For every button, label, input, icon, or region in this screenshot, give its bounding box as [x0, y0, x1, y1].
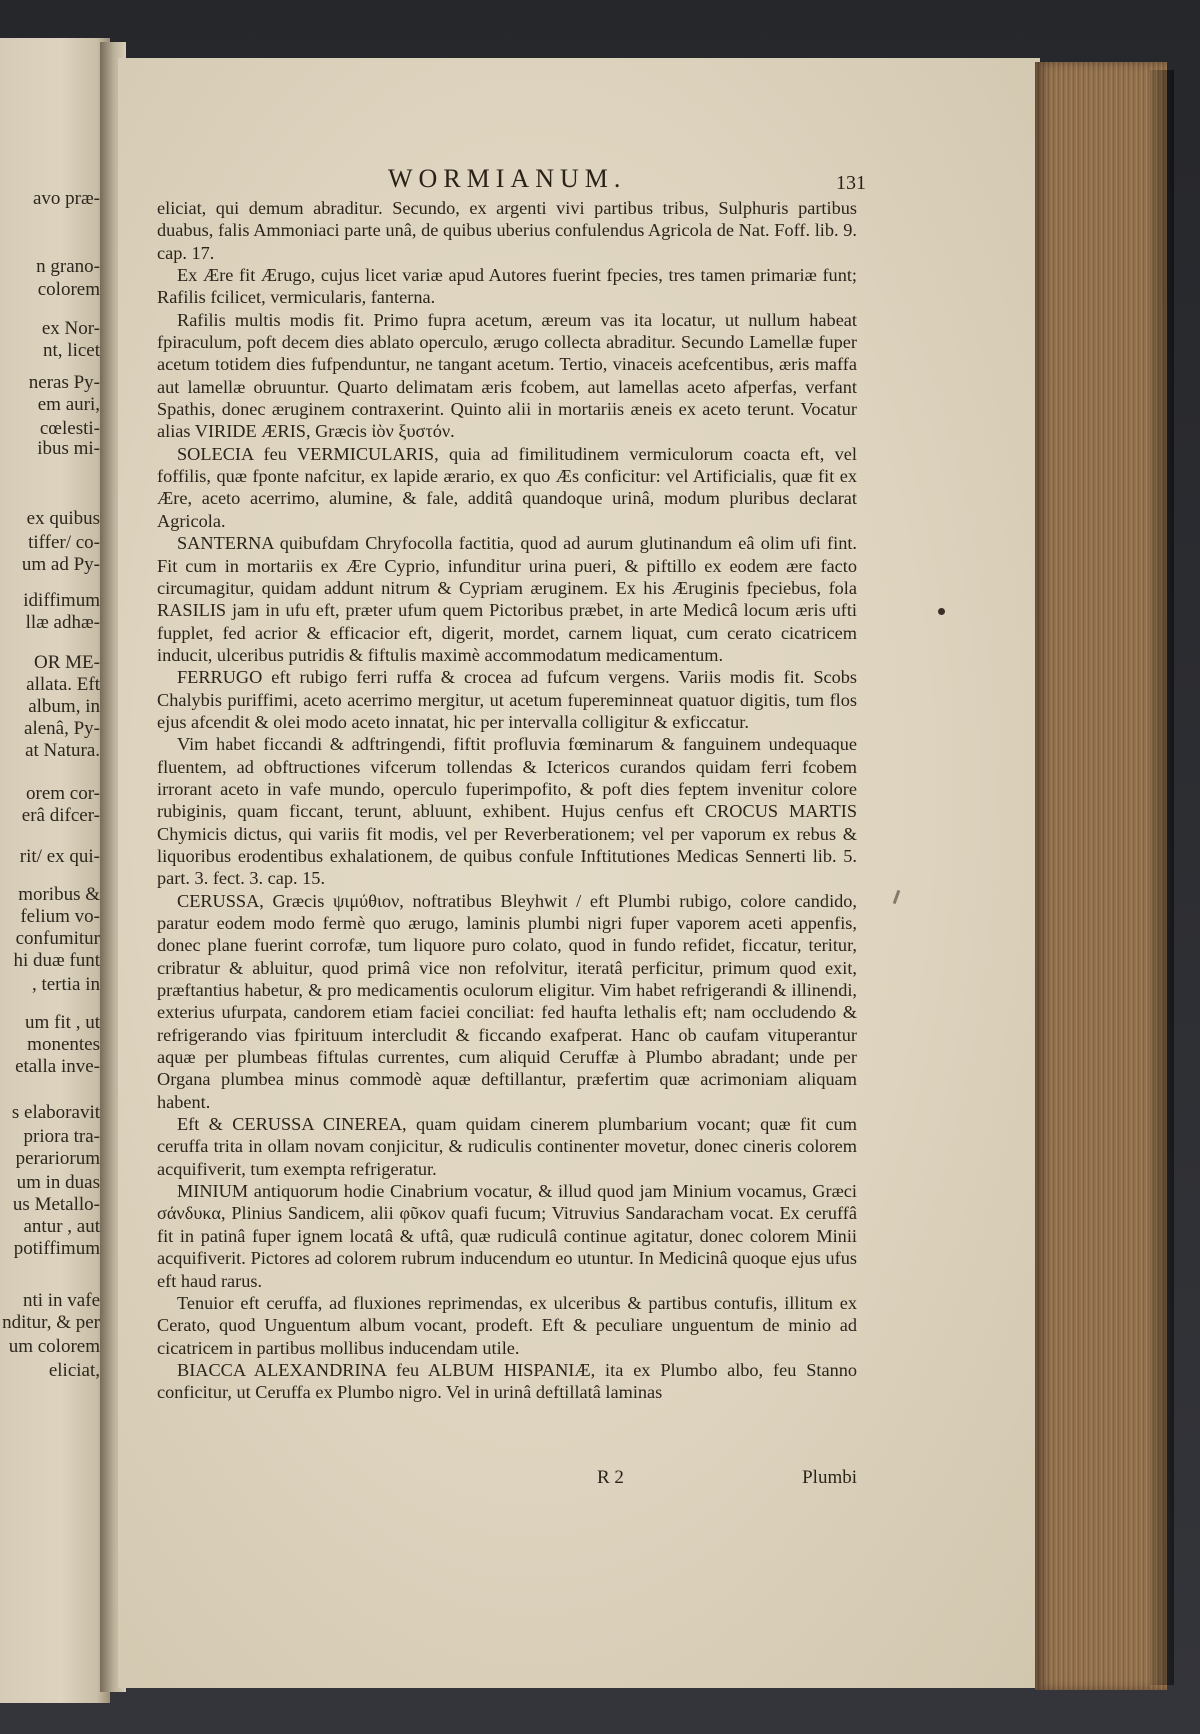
left-page-line: nti in vafe: [22, 1290, 100, 1311]
left-page-line: confumitur: [15, 928, 100, 949]
signature-mark: R 2: [597, 1467, 624, 1488]
paragraph: SANTERNA quibufdam Chryfocolla factitia, quod ad aurum glutinandum eâ olim ufi fint. Fit cum in mortariis ex Ære Cyprio, infunditur urina pueri, & piftillo ex eodem ære facto circumagitur, quidam addunt nitrum & Cypriam æruginem. Ex his Æruginis fpeciebus, fola RASILIS jam in ufu eft, præter ufum quem Pictoribus præbet, in arte Medicâ locum æris ufti fupplet, fed acrior & efficacior eft, digerit, mordet, carnem liquat, cum cerato cicatricem inducit, ulceribus putridis & fiftulis maximè accommodatum medicamentum.: [157, 533, 857, 665]
left-page-line: s elaboravit: [11, 1102, 100, 1123]
left-page-line: avo præ-: [32, 188, 100, 209]
left-page-line: tiffer/ co-: [28, 532, 100, 553]
paragraph: eliciat, qui demum abraditur. Secundo, ex argenti vivi partibus tribus, Sulphuris partibus duabus, falis Ammoniaci parte unâ, de quibus uberius confulendus Agricola de Nat. Foff. lib. 9. cap. 17.: [157, 198, 857, 263]
paragraph: BIACCA ALEXANDRINA feu ALBUM HISPANIÆ, ita ex Plumbo albo, feu Stanno conficitur, ut Ceruffa ex Plumbo nigro. Vel in urinâ deftillatâ laminas: [157, 1359, 857, 1403]
left-page-line: monentes: [27, 1034, 100, 1055]
left-page-line: orem cor-: [26, 783, 100, 804]
left-page-line: um in duas: [16, 1172, 100, 1193]
left-page-line: um fit , ut: [25, 1012, 100, 1033]
left-page-line: nditur, & per: [2, 1312, 100, 1333]
left-page-line: moribus &: [18, 884, 100, 905]
catchword: Plumbi: [802, 1467, 857, 1488]
left-page-line: us Metallo-: [12, 1194, 100, 1215]
page-number: 131: [836, 172, 866, 194]
paragraph: Rafilis multis modis fit. Primo fupra acetum, æreum vas ita locatur, ut nullum habeat fpiraculum, poft decem dies ablato operculo, ærugo collecta abraditur. Secundo Lamellæ fuper acetum totidem dies fufpenduntur, ne tangant acetum. Tertio, vinaceis acefcentibus, æris maffa aut lamellæ obruuntur. Quarto delimatam æris fcobem, aut lamellas aceto afperfas, verfant Spathis, donec æruginem contraxerint. Quinto alii in mortariis æneis ex aceto terunt. Vocatur alias VIRIDE ÆRIS, Græcis ἰὸν ξυστόν.: [157, 309, 857, 442]
left-page-line: OR ME-: [34, 652, 100, 673]
left-page-line: idiffimum: [23, 590, 100, 611]
body-text: [157, 197, 857, 1404]
left-page-line: colorem: [37, 279, 100, 300]
left-page-line: ibus mi-: [37, 438, 100, 459]
left-page-line: perariorum: [15, 1148, 100, 1169]
page-footer: [157, 1467, 857, 1491]
left-page-line: priora tra-: [23, 1126, 100, 1147]
left-page-line: ex Nor-: [41, 318, 100, 339]
left-page-line: at Natura.: [25, 740, 100, 761]
left-page-line: eliciat,: [48, 1360, 100, 1381]
left-page-fragment: [0, 38, 110, 1703]
paragraph: FERRUGO eft rubigo ferri ruffa & crocea ad fufcum vergens. Variis modis fit. Scobs Chalybis puriffimi, aceto acerrimo mergitur, ut acetum fupereminneat quatuor digitis, tum flos ejus afcendit & olei modo aceto innatat, hic per intervalla colligitur & exficcatur.: [157, 667, 857, 732]
left-page-line: potiffimum: [13, 1238, 100, 1259]
left-page-line: etalla inve-: [15, 1056, 100, 1077]
paragraph: Tenuior eft ceruffa, ad fluxiones reprimendas, ex ulceribus & partibus contufis, illitum ex Cerato, quod Unguentum album vocant, prodeft. Eft & peculiare unguentum de minio ad cicatricem in partibus mollibus inducendam utile.: [157, 1292, 857, 1358]
paragraph: Ex Ære fit Ærugo, cujus licet variæ apud Autores fuerint fpecies, tres tamen primariæ funt; Rafilis fcilicet, vermicularis, fanterna.: [157, 265, 857, 308]
left-page-line: ex quibus: [26, 508, 100, 529]
left-page-line: antur , aut: [23, 1216, 100, 1237]
left-page-line: erâ difcer-: [21, 805, 100, 826]
left-page-line: llæ adhæ-: [25, 612, 100, 633]
page-fore-edge-shadow: [1150, 70, 1174, 1685]
left-page-line: n grano-: [36, 256, 100, 277]
left-page-line: nt, licet: [43, 340, 100, 361]
ink-spot: [938, 608, 945, 615]
left-page-line: em auri,: [37, 394, 100, 415]
left-page-line: neras Py-: [28, 372, 100, 393]
left-page-line: um ad Py-: [21, 554, 100, 575]
running-header: WORMIANUM.: [388, 164, 627, 193]
left-page-line: , tertia in: [31, 974, 100, 995]
left-page-line: um colorem: [8, 1336, 100, 1357]
left-page-line: album, in: [28, 696, 100, 717]
left-page-line: alenâ, Py-: [24, 718, 100, 739]
paragraph: Eft & CERUSSA CINEREA, quam quidam cinerem plumbarium vocant; quæ fit cum ceruffa trita in ollam novam conjicitur, & rudiculis continenter movetur, donec cineris colorem acquifiverit, tum exempta refrigeratur.: [157, 1114, 857, 1179]
left-page-line: felium vo-: [20, 906, 100, 927]
paragraph: Vim habet ficcandi & adftringendi, fiftit profluvia fœminarum & fanguinem undequaque fluentem, ad obftructiones vifcerum tollendas & Ictericos curandos quidam ferri fcobem irrorant aceto in vafe mundo, operculo fuperimpofito, & poft dies feptem invenitur colore rubiginis, quam ficcant, terunt, abluunt, exhibent. Hujus cenfus eft CROCUS MARTIS Chymicis dictus, qui variis fit modis, vel per Reverberationem; vel per vaporum ex rebus & liquoribus erodentibus exhalationem, de quibus confule Inftitutiones Medicas Sennerti lib. 5. part. 3. fect. 3. cap. 15.: [157, 734, 857, 889]
page-fore-edge: [1035, 62, 1167, 1690]
left-page-line: cœlesti-: [39, 418, 100, 439]
left-page-line: rit/ ex qui-: [19, 846, 100, 867]
paragraph: MINIUM antiquorum hodie Cinabrium vocatur, & illud quod jam Minium vocamus, Græci σάνδυκα, Plinius Sandicem, alii φῦκον quafi fucum; Vitruvius Sandaracham vocat. Ex ceruffâ fit in patinâ fuper ignem locatâ & uftâ, quæ rudiculâ continue agitatur, donec colorem Minii acquifiverit. Pictores ad colorem rubrum inducendum eo utuntur. In Medicinâ quoque ejus ufus eft haud rarus.: [157, 1181, 857, 1291]
paragraph: SOLECIA feu VERMICULARIS, quia ad fimilitudinem vermiculorum coacta eft, vel foffilis, quæ fponte nafcitur, ex lapide ærario, ex quo Æs conficitur: vel Artificialis, quæ fit ex Ære, aceto acerrimo, alumine, & fale, additâ quandoque urinâ, modum pluribus declarat Agricola.: [157, 443, 857, 531]
left-page-line: allata. Eft: [26, 674, 100, 695]
paragraph: CERUSSA, Græcis ψιμύθιον, noftratibus Bleyhwit / eft Plumbi rubigo, colore candido, paratur eodem modo fermè quo ærugo, laminis plumbi nigri fuper vaporem aceti appenfis, donec plane fuerint corrofæ, tum liquore puro colato, quod in fundo refidet, ficcatur, teritur, cribratur & abluitur, quod primâ vice non refolvitur, iteratâ perficitur, primum quod exit, præftantius habetur, & pro medicamentis oculorum eligitur. Vim habet refrigerandi & illinendi, exterius ufurpata, candorem etiam faciei conciliat: fed haufta lethalis eft; nam occludendo & refrigerando vias fpirituum intercludit & ficcando exafperat. Hanc ob caufam vituperantur aquæ per plumbeas fiftulas currentes, cum aliquid Ceruffæ à Plumbo abradant; unde per Organa plumbea minus commodè aquæ deftillantur, præfertim quæ acrimoniam aliquam habent.: [157, 890, 857, 1112]
left-page-line: hi duæ funt: [13, 950, 100, 971]
